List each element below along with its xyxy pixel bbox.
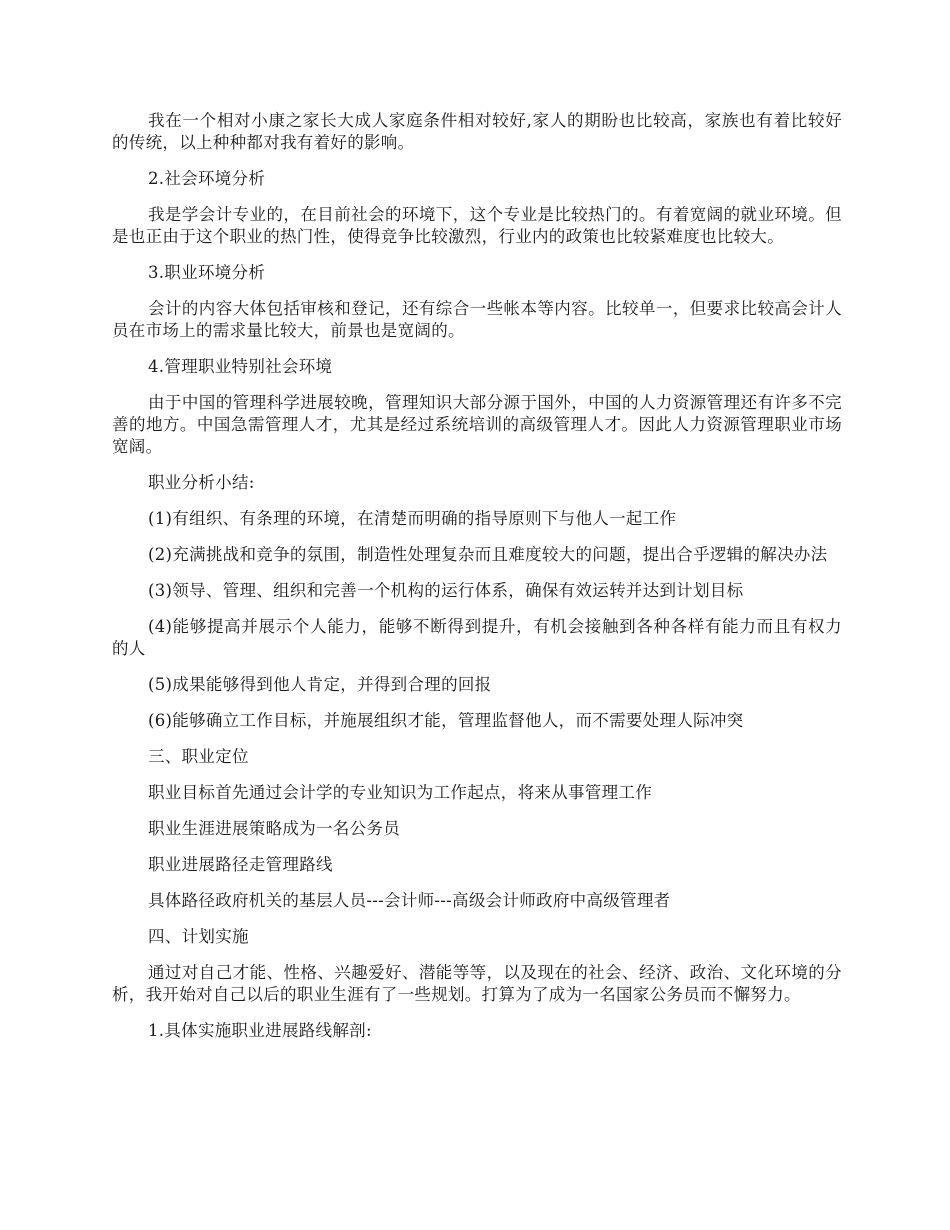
list-item-3: (3)领导、管理、组织和完善一个机构的运行体系，确保有效运转并达到计划目标 [148, 581, 744, 600]
heading-social-environment: 2.社会环境分析 [148, 169, 266, 188]
list-item-5: (5)成果能够得到他人肯定，并得到合理的回报 [148, 675, 492, 694]
paragraph-career-goal: 职业目标首先通过会计学的专业知识为工作起点，将来从事管理工作 [148, 783, 652, 802]
paragraph-specific-path: 具体路径政府机关的基层人员---会计师---高级会计师政府中高级管理者 [148, 891, 671, 910]
paragraph-management-environment: 由于中国的管理科学进展较晚，管理知识大部分源于国外，中国的人力资源管理还有许多不完善的地方。中国急需管理人才，尤其是经过系统培训的高级管理人才。因此人力资源管理职业市场宽阔。 [112, 393, 842, 456]
list-item-1: (1)有组织、有条理的环境，在清楚而明确的指导原则下与他人一起工作 [148, 509, 677, 528]
paragraph-family-background: 我在一个相对小康之家长大成人家庭条件相对较好,家人的期盼也比较高，家族也有着比较好的传统，以上种种都对我有着好的影响。 [112, 111, 842, 152]
heading-analysis-summary: 职业分析小结: [148, 473, 255, 492]
heading-management-environment: 4.管理职业特别社会环境 [148, 357, 333, 376]
list-item-6: (6)能够确立工作目标，并施展组织才能，管理监督他人，而不需要处理人际冲突 [148, 711, 744, 730]
paragraph-career-strategy: 职业生涯进展策略成为一名公务员 [148, 819, 400, 838]
heading-career-environment: 3.职业环境分析 [148, 263, 266, 282]
heading-career-positioning: 三、职业定位 [148, 747, 249, 766]
heading-specific-implementation: 1.具体实施职业进展路线解剖: [148, 1021, 372, 1040]
list-item-2: (2)充满挑战和竞争的氛围，制造性处理复杂而且难度较大的问题，提出合乎逻辑的解决办法 [148, 545, 828, 564]
heading-plan-implementation: 四、计划实施 [148, 927, 249, 946]
document-body [112, 110, 842, 1042]
list-item-4: (4)能够提高并展示个人能力，能够不断得到提升，有机会接触到各种各样有能力而且有权力的人 [112, 617, 842, 658]
paragraph-career-path: 职业进展路径走管理路线 [148, 855, 333, 874]
paragraph-plan-implementation: 通过对自己才能、性格、兴趣爱好、潜能等等，以及现在的社会、经济、政治、文化环境的分析，我开始对自己以后的职业生涯有了一些规划。打算为了成为一名国家公务员而不懈努力。 [112, 963, 842, 1004]
paragraph-career-environment: 会计的内容大体包括审核和登记，还有综合一些帐本等内容。比较单一，但要求比较高会计人员在市场上的需求量比较大，前景也是宽阔的。 [112, 299, 842, 340]
paragraph-social-environment: 我是学会计专业的，在目前社会的环境下，这个专业是比较热门的。有着宽阔的就业环境。但是也正由于这个职业的热门性，使得竞争比较激烈，行业内的政策也比较紧难度也比较大。 [112, 205, 842, 246]
